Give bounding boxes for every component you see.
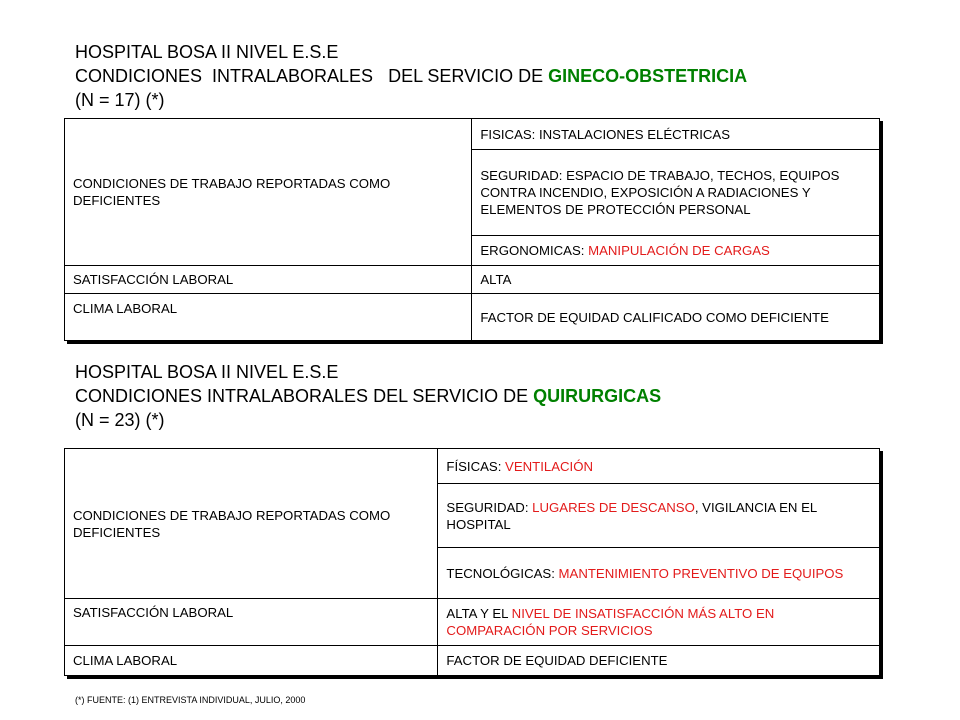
clima-label-cell: CLIMA LABORAL <box>65 294 472 341</box>
clima-value-cell: FACTOR DE EQUIDAD CALIFICADO COMO DEFICIENTE <box>472 294 880 341</box>
quirurgicas-conditions-table <box>64 448 880 676</box>
section2-sample-size: (N = 23) (*) <box>75 410 165 430</box>
satisfaccion-value-cell: ALTA <box>472 266 880 294</box>
tecnologicas-highlight: MANTENIMIENTO PREVENTIVO DE EQUIPOS <box>558 565 844 581</box>
gineco-conditions-table <box>64 118 880 341</box>
satisfaccion-value-cell <box>438 599 880 646</box>
section1-sample-size: (N = 17) (*) <box>75 90 165 110</box>
section2-heading <box>75 360 661 432</box>
seguridad-cell: SEGURIDAD: ESPACIO DE TRABAJO, TECHOS, EQUIPOS CONTRA INCENDIO, EXPOSICIÓN A RADIACIONES Y ELEMENTOS DE PROTECCIÓN PERSONAL <box>472 150 880 236</box>
seguridad-prefix: SEGURIDAD: <box>446 499 533 515</box>
ergonomicas-highlight: MANIPULACIÓN DE CARGAS <box>588 243 770 258</box>
satisfaccion-label-cell: SATISFACCIÓN LABORAL <box>65 266 472 294</box>
conditions-label-cell: CONDICIONES DE TRABAJO REPORTADAS COMO DEFICIENTES <box>65 449 438 599</box>
satisfaccion-highlight: NIVEL DE INSATISFACCIÓN MÁS ALTO EN COMPARACIÓN POR SERVICIOS <box>446 606 775 638</box>
conditions-label-cell: CONDICIONES DE TRABAJO REPORTADAS COMO DEFICIENTES <box>65 119 472 266</box>
section1-service-name: GINECO-OBSTETRICIA <box>548 66 748 86</box>
ergonomicas-cell <box>472 236 880 266</box>
fisicas-cell: FISICAS: INSTALACIONES ELÉCTRICAS <box>472 119 880 150</box>
table-row <box>65 119 880 150</box>
satisfaccion-prefix: ALTA Y EL <box>446 606 512 621</box>
section2-service-name: QUIRURGICAS <box>533 386 662 406</box>
table-row <box>65 646 880 676</box>
fisicas-highlight: VENTILACIÓN <box>505 458 593 474</box>
fisicas-prefix: FÍSICAS: <box>446 458 506 474</box>
table-row <box>65 266 880 294</box>
satisfaccion-label-cell: SATISFACCIÓN LABORAL <box>65 599 438 646</box>
ergonomicas-prefix: ERGONOMICAS: <box>480 243 589 258</box>
table-row <box>65 599 880 646</box>
source-footnote: (*) FUENTE: (1) ENTREVISTA INDIVIDUAL, JULIO, 2000 <box>75 695 306 705</box>
fisicas-cell <box>438 449 880 484</box>
section1-service-title <box>75 64 747 88</box>
clima-label-cell: CLIMA LABORAL <box>65 646 438 676</box>
table-row <box>65 449 880 484</box>
tecnologicas-prefix: TECNOLÓGICAS: <box>446 565 559 581</box>
seguridad-highlight: LUGARES DE DESCANSO <box>532 499 695 515</box>
clima-value-cell: FACTOR DE EQUIDAD DEFICIENTE <box>438 646 880 676</box>
seguridad-suffix: , VIGILANCIA EN EL HOSPITAL <box>446 499 817 532</box>
section1-heading <box>75 40 747 112</box>
section1-hospital-title: HOSPITAL BOSA II NIVEL E.S.E <box>75 42 339 62</box>
section2-service-prefix: CONDICIONES INTRALABORALES DEL SERVICIO DE <box>75 386 534 406</box>
section1-service-prefix: CONDICIONES INTRALABORALES DEL SERVICIO DE <box>75 66 549 86</box>
section2-hospital-title: HOSPITAL BOSA II NIVEL E.S.E <box>75 362 339 382</box>
tecnologicas-cell <box>438 548 880 599</box>
table-row <box>65 294 880 341</box>
seguridad-cell <box>438 484 880 548</box>
section2-service-title <box>75 384 661 408</box>
